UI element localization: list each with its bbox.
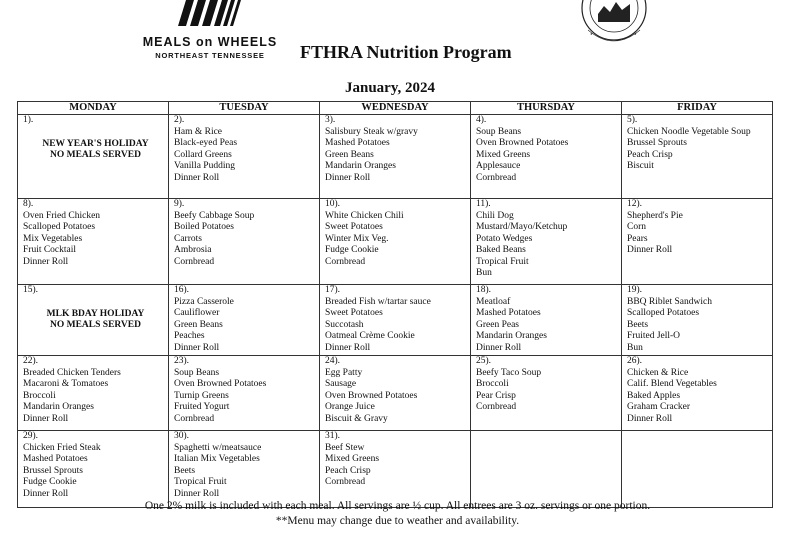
menu-item: Fudge Cookie [325, 245, 379, 255]
weekday-header: MONDAY [18, 102, 169, 115]
menu-item: Bun [627, 342, 643, 353]
menu-item: Turnip Greens [174, 390, 229, 401]
menu-item: Fudge Cookie [23, 477, 77, 487]
day-cell [471, 356, 622, 431]
day-number: 5). [627, 115, 638, 125]
menu-item: Scalloped Potatoes [23, 222, 96, 232]
day-cell [169, 199, 320, 285]
menu-item: Fruited Yogurt [174, 402, 230, 412]
menu-item: Graham Cracker [627, 402, 691, 412]
menu-item: Dinner Roll [23, 413, 69, 424]
day-cell [18, 431, 169, 508]
footer-serving-note: One 2% milk is included with each meal. All servings are ½ cup. All entrees are 3 oz. servings or one portion. [144, 500, 651, 512]
menu-item: Oven Browned Potatoes [174, 379, 267, 389]
menu-item: Pear Crisp [476, 390, 516, 401]
menu-item: Green Peas [476, 319, 519, 330]
menu-item: Mandarin Oranges [476, 331, 547, 341]
menu-item: Succotash [325, 319, 364, 330]
menu-item: Mandarin Oranges [23, 402, 94, 412]
day-cell [169, 356, 320, 431]
menu-item: Spaghetti w/meatsauce [174, 442, 262, 453]
menu-item: Cornbread [325, 256, 366, 267]
day-cell [320, 115, 471, 199]
svg-text:★: ★ [590, 32, 593, 36]
holiday-line: NO MEALS SERVED [50, 150, 141, 160]
menu-calendar [17, 101, 773, 508]
menu-item: Scalloped Potatoes [627, 308, 700, 318]
menu-item: Salisbury Steak w/gravy [325, 126, 418, 137]
week-row [18, 199, 773, 285]
menu-item: Mix Vegetables [23, 233, 83, 244]
menu-item: Baked Apples [627, 390, 681, 401]
menu-item: Sausage [325, 379, 357, 389]
month-title: January, 2024 [345, 80, 436, 96]
day-number: 9). [174, 199, 185, 209]
day-cell [320, 356, 471, 431]
menu-item: Peach Crisp [627, 149, 673, 160]
menu-item: Green Beans [325, 149, 374, 160]
day-cell [622, 356, 773, 431]
menu-item: Sweet Potatoes [325, 308, 383, 318]
menu-item: Italian Mix Vegetables [174, 454, 260, 464]
day-cell [18, 356, 169, 431]
day-cell [622, 199, 773, 285]
menu-item: Carrots [174, 233, 202, 244]
menu-item: Cornbread [476, 172, 517, 183]
day-number: 18). [476, 285, 492, 295]
week-row [18, 431, 773, 508]
week-row [18, 115, 773, 199]
menu-item: Mustard/Mayo/Ketchup [476, 222, 568, 232]
menu-item: Macaroni & Tomatoes [23, 379, 109, 389]
menu-item: Dinner Roll [627, 413, 673, 424]
day-number: 31). [325, 431, 341, 441]
menu-item: Cauliflower [174, 308, 220, 318]
menu-item: Chicken Noodle Vegetable Soup [627, 126, 751, 137]
day-number: 12). [627, 199, 643, 209]
day-cell [622, 115, 773, 199]
menu-item: Pizza Casserole [174, 296, 234, 307]
menu-item: Cornbread [174, 256, 215, 267]
menu-item: Dinner Roll [23, 256, 69, 267]
weekday-header: FRIDAY [622, 102, 773, 115]
menu-item: Dinner Roll [325, 172, 371, 183]
day-cell [320, 431, 471, 508]
menu-item: Tropical Fruit [174, 477, 227, 487]
day-number: 11). [476, 199, 491, 209]
menu-item: Fruited Jell-O [627, 331, 681, 341]
day-number: 19). [627, 285, 643, 295]
menu-item: Breaded Fish w/tartar sauce [325, 296, 431, 307]
meals-on-wheels-logo [140, 0, 280, 62]
menu-item: Winter Mix Veg. [325, 233, 389, 244]
menu-item: Soup Beans [476, 126, 522, 137]
menu-item: Meatloaf [476, 296, 511, 307]
holiday-notice [23, 139, 168, 162]
menu-item: Brussel Sprouts [23, 465, 83, 476]
day-number: 4). [476, 115, 487, 125]
menu-item: Mandarin Oranges [325, 161, 396, 171]
day-number: 17). [325, 285, 341, 295]
day-cell [622, 285, 773, 356]
menu-item: Brussel Sprouts [627, 138, 687, 148]
menu-item: Biscuit [627, 161, 654, 171]
day-number: 3). [325, 115, 336, 125]
menu-item: Dinner Roll [627, 245, 673, 255]
menu-item: Mashed Potatoes [23, 454, 88, 464]
menu-item: Collard Greens [174, 149, 232, 160]
logo-subtitle: NORTHEAST TENNESSEE [155, 51, 265, 60]
menu-item: Baked Beans [476, 245, 526, 255]
holiday-notice [23, 309, 168, 332]
day-number: 29). [23, 431, 39, 441]
menu-item: Dinner Roll [476, 342, 522, 353]
weekday-header: TUESDAY [169, 102, 320, 115]
day-cell [18, 285, 169, 356]
menu-item: Dinner Roll [23, 488, 69, 499]
menu-item: Dinner Roll [174, 172, 220, 183]
menu-item: Ambrosia [174, 245, 212, 255]
menu-item: BBQ Riblet Sandwich [627, 296, 712, 307]
menu-item: Beefy Taco Soup [476, 367, 542, 378]
menu-item: Sweet Potatoes [325, 222, 383, 232]
menu-item: Beef Stew [325, 442, 365, 453]
menu-item: Calif. Blend Vegetables [627, 379, 717, 389]
agency-seal [578, 0, 650, 50]
day-cell [18, 115, 169, 199]
menu-item: Ham & Rice [174, 126, 223, 137]
day-cell [622, 431, 773, 508]
menu-item: Black-eyed Peas [174, 138, 238, 148]
menu-item: Oven Browned Potatoes [325, 390, 418, 401]
menu-item: Bun [476, 268, 492, 278]
day-number: 8). [23, 199, 34, 209]
day-cell [169, 115, 320, 199]
menu-item: Oven Fried Chicken [23, 210, 101, 221]
day-number: 10). [325, 199, 341, 209]
menu-item: Chili Dog [476, 210, 514, 221]
day-number: 1). [23, 115, 34, 125]
week-row [18, 356, 773, 431]
day-number: 25). [476, 356, 492, 366]
day-number: 30). [174, 431, 190, 441]
menu-item: Egg Patty [325, 367, 363, 378]
weekday-header: WEDNESDAY [320, 102, 471, 115]
menu-item: Mashed Potatoes [325, 138, 390, 148]
day-cell [471, 285, 622, 356]
day-cell [18, 199, 169, 285]
weekday-header: THURSDAY [471, 102, 622, 115]
weekday-header-row [18, 102, 773, 115]
menu-item: Potato Wedges [476, 233, 533, 244]
menu-item: Mashed Potatoes [476, 308, 541, 318]
day-number: 15). [23, 285, 39, 295]
menu-item: Breaded Chicken Tenders [23, 367, 121, 378]
day-cell [471, 199, 622, 285]
menu-item: Vanilla Pudding [174, 161, 235, 171]
holiday-line: NO MEALS SERVED [50, 320, 141, 330]
day-cell [471, 115, 622, 199]
menu-item: Cornbread [174, 413, 215, 424]
day-number: 23). [174, 356, 190, 366]
menu-item: Corn [627, 222, 646, 232]
menu-item: Cornbread [325, 477, 366, 487]
day-cell [471, 431, 622, 508]
menu-item: Boiled Potatoes [174, 222, 234, 232]
menu-item: Dinner Roll [174, 342, 220, 353]
menu-item: Broccoli [23, 390, 56, 401]
day-cell [320, 199, 471, 285]
agency-seal-icon [578, 0, 650, 50]
week-row [18, 285, 773, 356]
holiday-line: NEW YEAR'S HOLIDAY [42, 138, 149, 149]
day-cell [169, 431, 320, 508]
menu-item: Peach Crisp [325, 465, 371, 476]
menu-item: Peaches [174, 331, 205, 341]
menu-item: Beets [174, 465, 196, 476]
menu-item: Pears [627, 233, 648, 244]
menu-item: Applesauce [476, 161, 521, 171]
menu-item: White Chicken Chili [325, 210, 404, 221]
page-title: FTHRA Nutrition Program [300, 42, 512, 62]
day-number: 24). [325, 356, 341, 366]
day-number: 16). [174, 285, 190, 295]
menu-item: Beets [627, 319, 649, 330]
menu-item: Orange Juice [325, 402, 375, 412]
menu-item: Biscuit & Gravy [325, 413, 388, 424]
day-cell [320, 285, 471, 356]
day-number: 22). [23, 356, 39, 366]
menu-item: Soup Beans [174, 367, 220, 378]
meals-on-wheels-mark-icon [172, 0, 248, 26]
day-cell [169, 285, 320, 356]
menu-item: Oatmeal Crème Cookie [325, 331, 415, 341]
day-number: 2). [174, 115, 185, 125]
menu-item: Broccoli [476, 379, 509, 389]
menu-item: Dinner Roll [174, 488, 220, 499]
menu-item: Chicken & Rice [627, 367, 689, 378]
menu-item: Shepherd's Pie [627, 210, 683, 221]
menu-item: Oven Browned Potatoes [476, 138, 569, 148]
footer-menu-note: **Menu may change due to weather and availability. [275, 515, 520, 527]
menu-item: Dinner Roll [325, 342, 371, 353]
menu-item: Beefy Cabbage Soup [174, 210, 255, 221]
menu-item: Mixed Greens [476, 149, 531, 160]
menu-item: Fruit Cocktail [23, 245, 77, 255]
menu-item: Tropical Fruit [476, 256, 529, 267]
svg-text:★: ★ [634, 32, 637, 36]
menu-item: Cornbread [476, 402, 517, 412]
day-number: 26). [627, 356, 643, 366]
menu-item: Mixed Greens [325, 454, 380, 464]
menu-item: Green Beans [174, 319, 223, 330]
logo-name: MEALS on WHEELS [142, 35, 278, 49]
menu-item: Chicken Fried Steak [23, 442, 101, 453]
holiday-line: MLK BDAY HOLIDAY [46, 308, 145, 319]
